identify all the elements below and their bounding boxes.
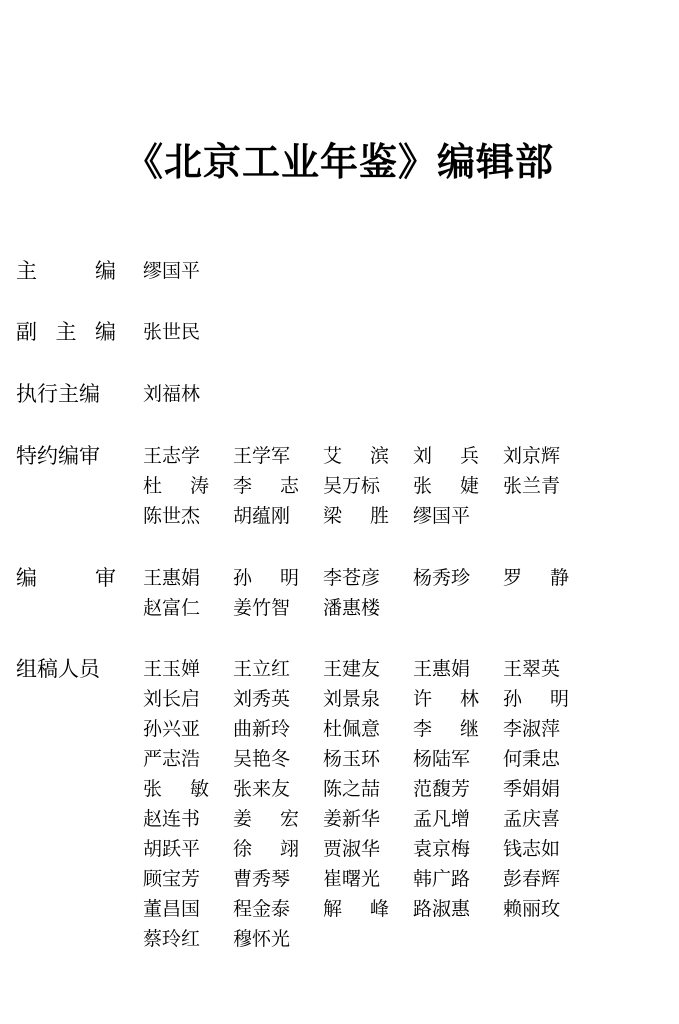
- person-name: 缪国平: [413, 505, 471, 527]
- person-name: 孟庆喜: [503, 808, 561, 830]
- person-name: 许 林: [413, 688, 479, 710]
- role-label: 特约编审: [16, 444, 100, 468]
- person-name: 王志学: [143, 445, 201, 467]
- person-name: 赵富仁: [143, 597, 201, 619]
- person-name: 李 继: [413, 718, 479, 740]
- role-label: 编 审: [16, 566, 116, 590]
- person-name: 程金泰: [233, 898, 291, 920]
- person-name: 袁京梅: [413, 838, 471, 860]
- person-name: 张来友: [233, 778, 291, 800]
- role-label: 组稿人员: [16, 657, 100, 681]
- person-name: 刘 兵: [413, 445, 479, 467]
- person-name: 李苍彦: [323, 567, 381, 589]
- person-name: 张兰青: [503, 475, 561, 497]
- person-name: 刘福林: [143, 383, 201, 405]
- person-name: 缪国平: [143, 260, 201, 282]
- person-name: 韩广路: [413, 868, 471, 890]
- person-name: 崔曙光: [323, 868, 381, 890]
- page-title: 《北京工业年鉴》编辑部: [124, 140, 554, 184]
- person-name: 罗 静: [503, 567, 569, 589]
- person-name: 曹秀琴: [233, 868, 291, 890]
- person-name: 王翠英: [503, 658, 561, 680]
- person-name: 杨秀珍: [413, 567, 471, 589]
- person-name: 王惠娟: [143, 567, 201, 589]
- person-name: 艾 滨: [323, 445, 389, 467]
- person-name: 杜佩意: [323, 718, 381, 740]
- person-name: 蔡玲红: [143, 928, 201, 950]
- role-label: 执行主编: [16, 382, 100, 406]
- person-name: 王建友: [323, 658, 381, 680]
- person-name: 何秉忠: [503, 748, 561, 770]
- person-name: 王立红: [233, 658, 291, 680]
- person-name: 胡蕴刚: [233, 505, 291, 527]
- person-name: 曲新玲: [233, 718, 291, 740]
- person-name: 刘秀英: [233, 688, 291, 710]
- person-name: 王惠娟: [413, 658, 471, 680]
- person-name: 王玉婵: [143, 658, 201, 680]
- person-name: 孙兴亚: [143, 718, 201, 740]
- person-name: 陈之喆: [323, 778, 381, 800]
- person-name: 吴艳冬: [233, 748, 291, 770]
- person-name: 彭春辉: [503, 868, 561, 890]
- person-name: 范馥芳: [413, 778, 471, 800]
- person-name: 严志浩: [143, 748, 201, 770]
- person-name: 贾淑华: [323, 838, 381, 860]
- person-name: 刘长启: [143, 688, 201, 710]
- person-name: 顾宝芳: [143, 868, 201, 890]
- person-name: 董昌国: [143, 898, 201, 920]
- person-name: 杜 涛: [143, 475, 209, 497]
- person-name: 姜新华: [323, 808, 381, 830]
- person-name: 赖丽玫: [503, 898, 561, 920]
- person-name: 穆怀光: [233, 928, 291, 950]
- person-name: 季娟娟: [503, 778, 561, 800]
- person-name: 张 敏: [143, 778, 209, 800]
- person-name: 张 婕: [413, 475, 479, 497]
- person-name: 孙 明: [503, 688, 569, 710]
- person-name: 胡跃平: [143, 838, 201, 860]
- person-name: 孙 明: [233, 567, 299, 589]
- person-name: 刘京辉: [503, 445, 561, 467]
- person-name: 姜 宏: [233, 808, 299, 830]
- person-name: 王学军: [233, 445, 291, 467]
- person-name: 解 峰: [323, 898, 389, 920]
- person-name: 李 志: [233, 475, 299, 497]
- person-name: 李淑萍: [503, 718, 561, 740]
- person-name: 孟凡增: [413, 808, 471, 830]
- person-name: 赵连书: [143, 808, 201, 830]
- person-name: 张世民: [143, 321, 201, 343]
- person-name: 梁 胜: [323, 505, 389, 527]
- person-name: 潘惠楼: [323, 597, 381, 619]
- person-name: 杨陆军: [413, 748, 471, 770]
- person-name: 姜竹智: [233, 597, 291, 619]
- person-name: 路淑惠: [413, 898, 471, 920]
- person-name: 杨玉环: [323, 748, 381, 770]
- person-name: 徐 翊: [233, 838, 299, 860]
- role-label: 主 编: [16, 259, 116, 283]
- role-label: 副 主 编: [16, 320, 116, 344]
- person-name: 钱志如: [503, 838, 561, 860]
- person-name: 陈世杰: [143, 505, 201, 527]
- person-name: 吴万标: [323, 475, 381, 497]
- person-name: 刘景泉: [323, 688, 381, 710]
